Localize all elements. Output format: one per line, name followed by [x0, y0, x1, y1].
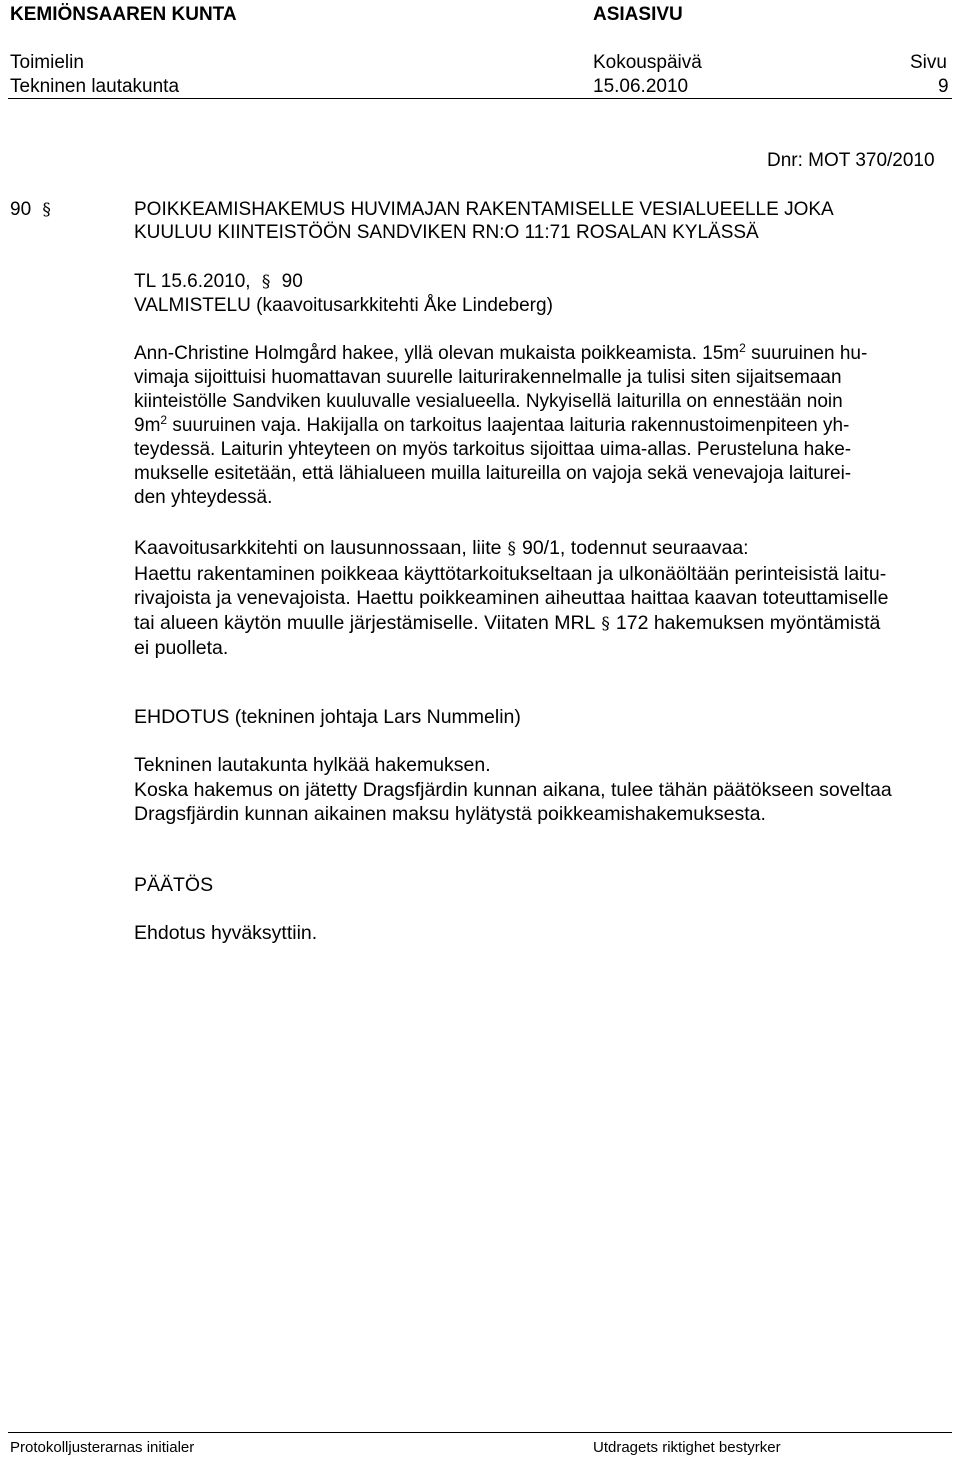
text-line: Tekninen lautakunta hylkää hakemuksen.: [134, 754, 491, 776]
item-number-value: 90: [10, 199, 32, 220]
text-line: ei puolleta.: [134, 637, 229, 659]
text-line: rivajoista ja venevajoista. Haettu poikkeaminen aiheuttaa haittaa kaavan toteuttamiselle: [134, 587, 889, 609]
body-value: Tekninen lautakunta: [10, 76, 180, 97]
page-label: Sivu: [910, 52, 947, 73]
preparation-heading: VALMISTELU (kaavoitusarkkitehti Åke Lindeberg): [134, 295, 553, 316]
reference-number: 90: [281, 271, 303, 292]
text-line: teydessä. Laiturin yhteyteen on myös tarkoitus sijoittaa uima-allas. Perusteluna hake-: [134, 439, 852, 460]
text-segment: suuruinen vaja. Hakijalla on tarkoitus laajentaa laituria rakennustoimenpiteen yh-: [167, 415, 850, 436]
footer-initials-label: Protokolljusterarnas initialer: [10, 1439, 195, 1456]
section-sign-icon: §: [507, 539, 516, 559]
text-segment: Kaavoitusarkkitehti on lausunnossaan, liite: [134, 537, 502, 559]
section-sign-icon: §: [601, 613, 610, 634]
text-line: Dragsfjärdin kunnan aikainen maksu hylätystä poikkeamishakemuksesta.: [134, 803, 766, 825]
text-line: kiinteistölle Sandviken kuuluvalle vesialueella. Nykyisellä laiturilla on ennestään noin: [134, 391, 843, 412]
text-segment: 172 hakemuksen myöntämistä: [615, 611, 881, 634]
proposal-text: [134, 753, 954, 827]
record-number: Dnr: MOT 370/2010: [767, 150, 935, 171]
meeting-date-value: 15.06.2010: [593, 76, 689, 97]
page-number: 9: [938, 76, 949, 97]
text-segment: tai alueen käytön muulle järjestämiselle. Viitaten MRL: [134, 611, 596, 634]
text-segment: 90/1, todennut seuraavaa:: [521, 537, 749, 559]
decision-heading: PÄÄTÖS: [134, 874, 214, 896]
organization-name: KEMIÖNSAAREN KUNTA: [10, 4, 237, 25]
text-line: [134, 611, 954, 637]
text-segment: 9m: [134, 415, 161, 436]
planner-statement: [134, 536, 954, 661]
text-segment: suuruinen hu-: [745, 343, 868, 364]
document-type: ASIASIVU: [593, 4, 683, 25]
item-number: [10, 199, 57, 221]
superscript: 2: [160, 413, 168, 427]
superscript: 2: [739, 341, 746, 355]
footer-certification-label: Utdragets riktighet bestyrker: [593, 1439, 781, 1456]
item-title-line-1: POIKKEAMISHAKEMUS HUVIMAJAN RAKENTAMISELLE VESIALUEELLE JOKA: [134, 199, 834, 220]
application-description: [134, 342, 950, 510]
proposal-heading: EHDOTUS (tekninen johtaja Lars Nummelin): [134, 706, 521, 728]
text-line: mukselle esitetään, että lähialueen muilla laitureilla on vajoja sekä venevajoja laiturei-: [134, 463, 852, 484]
decision-text: Ehdotus hyväksyttiin.: [134, 922, 318, 944]
text-line: Haettu rakentaminen poikkeaa käyttötarkoitukseltaan ja ulkonäöltään perinteisistä laitu-: [134, 562, 887, 585]
text-line: Koska hakemus on jätetty Dragsfjärdin kunnan aikana, tulee tähän päätökseen soveltaa: [134, 778, 892, 801]
section-sign-icon: §: [42, 200, 51, 220]
text-line: [134, 414, 950, 438]
text-segment: Ann-Christine Holmgård hakee, yllä olevan mukaista poikkeamista. 15m: [134, 343, 740, 364]
text-line: [134, 342, 950, 366]
text-line: [134, 536, 954, 562]
meeting-date-label: Kokouspäivä: [593, 52, 702, 73]
header-divider: [8, 98, 952, 99]
item-title-line-2: KUULUU KIINTEISTÖÖN SANDVIKEN RN:O 11:71 ROSALAN KYLÄSSÄ: [134, 222, 759, 243]
text-line: den yhteydessä.: [134, 487, 273, 508]
footer-divider: [8, 1432, 952, 1433]
meeting-reference: [134, 271, 303, 293]
reference-prefix: TL 15.6.2010,: [134, 271, 251, 292]
text-line: vimaja sijoittuisi huomattavan suurelle laiturirakennelmalle ja tulisi siten sijaitsemaan: [134, 367, 842, 388]
section-sign-icon: §: [261, 272, 271, 292]
body-label: Toimielin: [10, 52, 84, 73]
